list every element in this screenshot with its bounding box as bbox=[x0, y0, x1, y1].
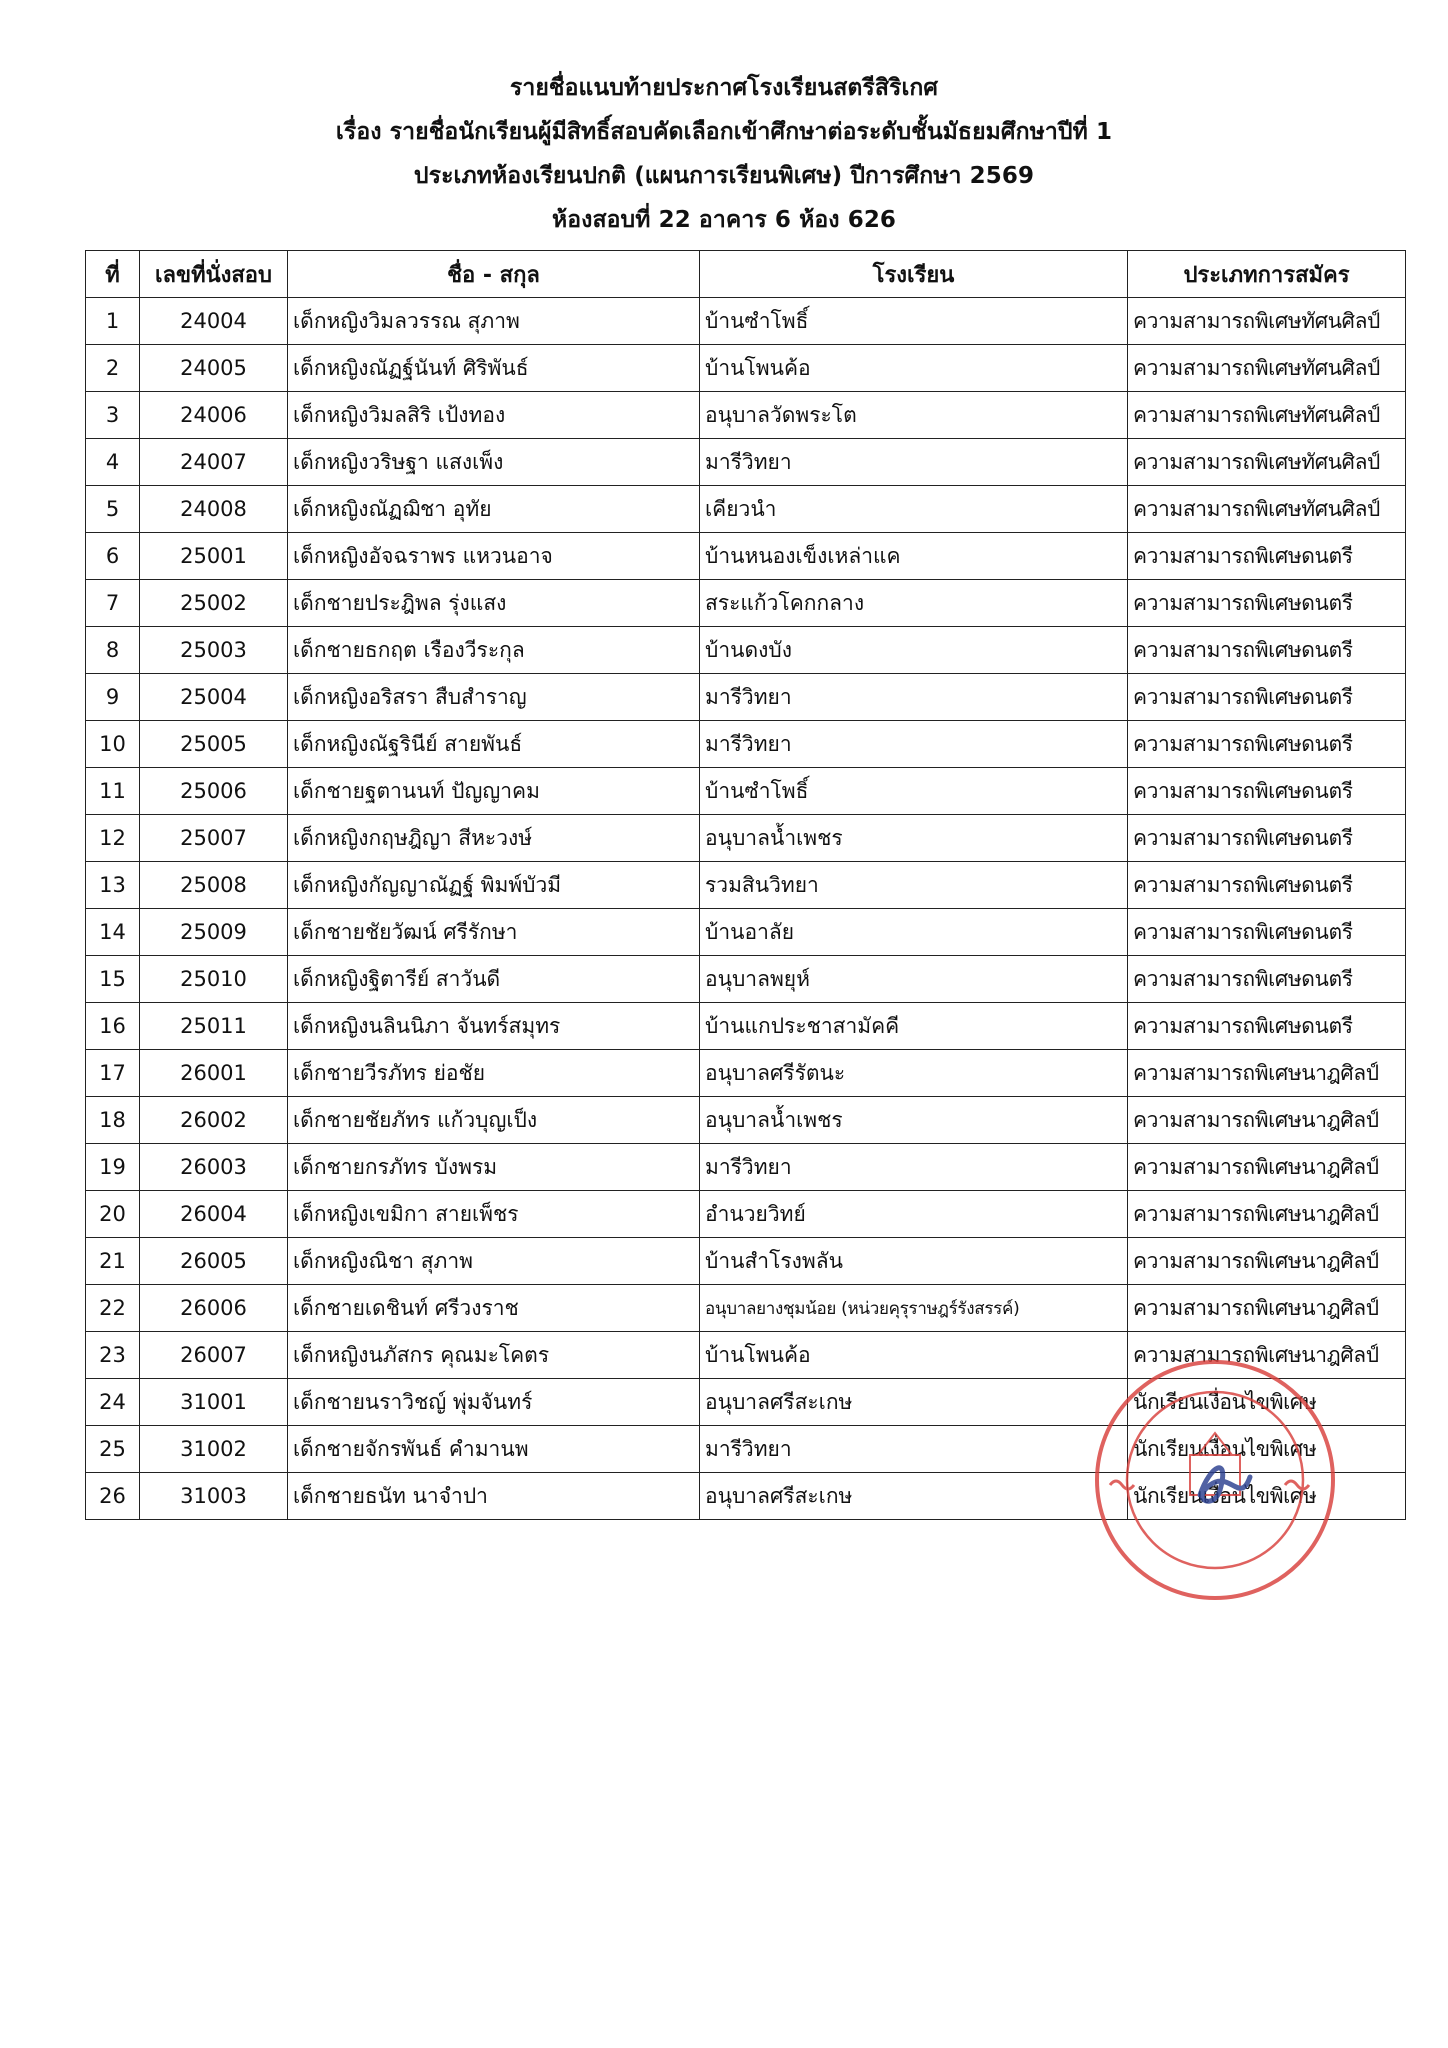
cell-school: อนุบาลยางชุมน้อย (หน่วยคุรุราษฎร์รังสรรค์) bbox=[700, 1285, 1128, 1332]
cell-type: ความสามารถพิเศษทัศนศิลป์ bbox=[1128, 439, 1406, 486]
cell-school: บ้านโพนค้อ bbox=[700, 1332, 1128, 1379]
table-row bbox=[86, 1144, 1406, 1191]
cell-school: มารีวิทยา bbox=[700, 721, 1128, 768]
cell-seat: 26001 bbox=[140, 1050, 288, 1097]
cell-no: 5 bbox=[86, 486, 140, 533]
table-row bbox=[86, 627, 1406, 674]
cell-no: 9 bbox=[86, 674, 140, 721]
cell-no: 26 bbox=[86, 1473, 140, 1520]
cell-name: เด็กหญิงวริษฐา แสงเพ็ง bbox=[288, 439, 700, 486]
cell-name: เด็กหญิงณัฏฌิชา อุทัย bbox=[288, 486, 700, 533]
cell-school: สระแก้วโคกกลาง bbox=[700, 580, 1128, 627]
cell-seat: 25003 bbox=[140, 627, 288, 674]
table-row bbox=[86, 862, 1406, 909]
column-header-school: โรงเรียน bbox=[700, 251, 1128, 298]
cell-seat: 26005 bbox=[140, 1238, 288, 1285]
cell-name: เด็กชายกรภัทร บังพรม bbox=[288, 1144, 700, 1191]
table-row bbox=[86, 439, 1406, 486]
cell-name: เด็กหญิงวิมลสิริ เป้งทอง bbox=[288, 392, 700, 439]
cell-type: ความสามารถพิเศษดนตรี bbox=[1128, 1003, 1406, 1050]
cell-seat: 25006 bbox=[140, 768, 288, 815]
table-row bbox=[86, 768, 1406, 815]
cell-name: เด็กชายวีรภัทร ย่อชัย bbox=[288, 1050, 700, 1097]
cell-school: มารีวิทยา bbox=[700, 1426, 1128, 1473]
cell-school: บ้านหนองเข็งเหล่าแค bbox=[700, 533, 1128, 580]
column-header-no: ที่ bbox=[86, 251, 140, 298]
cell-type: ความสามารถพิเศษนาฎศิลป์ bbox=[1128, 1050, 1406, 1097]
document-header bbox=[0, 66, 1448, 242]
cell-school: อนุบาลน้ำเพชร bbox=[700, 1097, 1128, 1144]
table-row bbox=[86, 1426, 1406, 1473]
cell-type: ความสามารถพิเศษทัศนศิลป์ bbox=[1128, 298, 1406, 345]
cell-name: เด็กชายเดชินท์ ศรีวงราช bbox=[288, 1285, 700, 1332]
cell-seat: 25004 bbox=[140, 674, 288, 721]
cell-seat: 26003 bbox=[140, 1144, 288, 1191]
cell-seat: 31001 bbox=[140, 1379, 288, 1426]
cell-name: เด็กชายฐตานนท์ ปัญญาคม bbox=[288, 768, 700, 815]
cell-name: เด็กหญิงณัฐรินีย์ สายพันธ์ bbox=[288, 721, 700, 768]
cell-name: เด็กชายจักรพันธ์ คำมานพ bbox=[288, 1426, 700, 1473]
table-row bbox=[86, 956, 1406, 1003]
cell-type: ความสามารถพิเศษทัศนศิลป์ bbox=[1128, 486, 1406, 533]
table-row bbox=[86, 1332, 1406, 1379]
cell-seat: 25002 bbox=[140, 580, 288, 627]
cell-school: รวมสินวิทยา bbox=[700, 862, 1128, 909]
table-row bbox=[86, 1097, 1406, 1144]
cell-school: มารีวิทยา bbox=[700, 1144, 1128, 1191]
cell-school: บ้านดงบัง bbox=[700, 627, 1128, 674]
table-row bbox=[86, 345, 1406, 392]
cell-seat: 31003 bbox=[140, 1473, 288, 1520]
cell-seat: 25008 bbox=[140, 862, 288, 909]
table-row bbox=[86, 533, 1406, 580]
cell-school: อนุบาลพยุห์ bbox=[700, 956, 1128, 1003]
table-row bbox=[86, 1473, 1406, 1520]
cell-type: นักเรียนเงื่อนไขพิเศษ bbox=[1128, 1473, 1406, 1520]
cell-school: อนุบาลศรีรัตนะ bbox=[700, 1050, 1128, 1097]
table-row bbox=[86, 580, 1406, 627]
cell-seat: 26007 bbox=[140, 1332, 288, 1379]
table-row bbox=[86, 392, 1406, 439]
cell-no: 6 bbox=[86, 533, 140, 580]
cell-no: 7 bbox=[86, 580, 140, 627]
cell-name: เด็กหญิงนภัสกร คุณมะโคตร bbox=[288, 1332, 700, 1379]
table-row bbox=[86, 1285, 1406, 1332]
cell-name: เด็กหญิงณิชา สุภาพ bbox=[288, 1238, 700, 1285]
cell-seat: 25007 bbox=[140, 815, 288, 862]
cell-type: ความสามารถพิเศษนาฎศิลป์ bbox=[1128, 1144, 1406, 1191]
table-row bbox=[86, 1050, 1406, 1097]
cell-type: ความสามารถพิเศษทัศนศิลป์ bbox=[1128, 392, 1406, 439]
cell-no: 8 bbox=[86, 627, 140, 674]
cell-no: 18 bbox=[86, 1097, 140, 1144]
header-subject: เรื่อง รายชื่อนักเรียนผู้มีสิทธิ์สอบคัดเลือกเข้าศึกษาต่อระดับชั้นมัธยมศึกษาปีที่ 1 bbox=[335, 119, 1113, 145]
cell-no: 22 bbox=[86, 1285, 140, 1332]
cell-school: บ้านโพนค้อ bbox=[700, 345, 1128, 392]
cell-type: ความสามารถพิเศษทัศนศิลป์ bbox=[1128, 345, 1406, 392]
cell-type: ความสามารถพิเศษนาฎศิลป์ bbox=[1128, 1097, 1406, 1144]
cell-type: ความสามารถพิเศษดนตรี bbox=[1128, 862, 1406, 909]
table-row bbox=[86, 1003, 1406, 1050]
cell-no: 16 bbox=[86, 1003, 140, 1050]
column-header-name: ชื่อ - สกุล bbox=[288, 251, 700, 298]
cell-school: มารีวิทยา bbox=[700, 439, 1128, 486]
cell-no: 3 bbox=[86, 392, 140, 439]
table-row bbox=[86, 674, 1406, 721]
cell-no: 24 bbox=[86, 1379, 140, 1426]
cell-school: อนุบาลศรีสะเกษ bbox=[700, 1379, 1128, 1426]
cell-no: 15 bbox=[86, 956, 140, 1003]
cell-no: 14 bbox=[86, 909, 140, 956]
cell-school: บ้านซำโพธิ์ bbox=[700, 768, 1128, 815]
cell-school: บ้านแกประชาสามัคคี bbox=[700, 1003, 1128, 1050]
cell-no: 1 bbox=[86, 298, 140, 345]
table-row bbox=[86, 486, 1406, 533]
cell-seat: 24005 bbox=[140, 345, 288, 392]
cell-name: เด็กชายนราวิชญ์ พุ่มจันทร์ bbox=[288, 1379, 700, 1426]
cell-school: บ้านสำโรงพลัน bbox=[700, 1238, 1128, 1285]
cell-type: ความสามารถพิเศษดนตรี bbox=[1128, 956, 1406, 1003]
cell-seat: 26002 bbox=[140, 1097, 288, 1144]
table-row bbox=[86, 298, 1406, 345]
cell-seat: 25011 bbox=[140, 1003, 288, 1050]
column-header-type: ประเภทการสมัคร bbox=[1128, 251, 1406, 298]
cell-seat: 25005 bbox=[140, 721, 288, 768]
cell-school: อนุบาลศรีสะเกษ bbox=[700, 1473, 1128, 1520]
table-row bbox=[86, 909, 1406, 956]
header-title: รายชื่อแนบท้ายประกาศโรงเรียนสตรีสิริเกศ bbox=[509, 75, 939, 101]
cell-seat: 24007 bbox=[140, 439, 288, 486]
cell-type: ความสามารถพิเศษนาฎศิลป์ bbox=[1128, 1285, 1406, 1332]
cell-no: 19 bbox=[86, 1144, 140, 1191]
cell-no: 25 bbox=[86, 1426, 140, 1473]
cell-name: เด็กหญิงณัฏฐ์นันท์ ศิริพันธ์ bbox=[288, 345, 700, 392]
cell-seat: 24008 bbox=[140, 486, 288, 533]
cell-name: เด็กหญิงกฤษฎิญา สีหะวงษ์ bbox=[288, 815, 700, 862]
cell-school: อนุบาลวัดพระโต bbox=[700, 392, 1128, 439]
cell-no: 21 bbox=[86, 1238, 140, 1285]
cell-no: 11 bbox=[86, 768, 140, 815]
cell-type: ความสามารถพิเศษดนตรี bbox=[1128, 533, 1406, 580]
cell-school: อำนวยวิทย์ bbox=[700, 1191, 1128, 1238]
cell-school: มารีวิทยา bbox=[700, 674, 1128, 721]
cell-type: ความสามารถพิเศษดนตรี bbox=[1128, 768, 1406, 815]
table-row bbox=[86, 1238, 1406, 1285]
cell-name: เด็กหญิงฐิตารีย์ สาวันดี bbox=[288, 956, 700, 1003]
cell-school: บ้านซำโพธิ์ bbox=[700, 298, 1128, 345]
cell-no: 2 bbox=[86, 345, 140, 392]
header-exam-room: ห้องสอบที่ 22 อาคาร 6 ห้อง 626 bbox=[551, 207, 897, 233]
cell-no: 23 bbox=[86, 1332, 140, 1379]
table-row bbox=[86, 815, 1406, 862]
table-header-row bbox=[86, 251, 1406, 298]
table-row bbox=[86, 1191, 1406, 1238]
cell-type: ความสามารถพิเศษดนตรี bbox=[1128, 721, 1406, 768]
table-row bbox=[86, 1379, 1406, 1426]
cell-no: 10 bbox=[86, 721, 140, 768]
cell-type: ความสามารถพิเศษดนตรี bbox=[1128, 909, 1406, 956]
cell-name: เด็กชายชัยภัทร แก้วบุญเป็ง bbox=[288, 1097, 700, 1144]
column-header-seat: เลขที่นั่งสอบ bbox=[140, 251, 288, 298]
cell-name: เด็กหญิงเขมิกา สายเพ็ชร bbox=[288, 1191, 700, 1238]
cell-seat: 25001 bbox=[140, 533, 288, 580]
cell-seat: 31002 bbox=[140, 1426, 288, 1473]
cell-name: เด็กชายประฎิพล รุ่งแสง bbox=[288, 580, 700, 627]
header-category: ประเภทห้องเรียนปกติ (แผนการเรียนพิเศษ) ปีการศึกษา 2569 bbox=[413, 163, 1035, 189]
cell-type: ความสามารถพิเศษนาฎศิลป์ bbox=[1128, 1332, 1406, 1379]
student-roster-table bbox=[85, 250, 1406, 1520]
cell-type: ความสามารถพิเศษดนตรี bbox=[1128, 627, 1406, 674]
cell-seat: 25009 bbox=[140, 909, 288, 956]
cell-name: เด็กหญิงกัญญาณัฏฐ์ พิมพ์บัวมี bbox=[288, 862, 700, 909]
cell-school: อนุบาลน้ำเพชร bbox=[700, 815, 1128, 862]
cell-type: ความสามารถพิเศษดนตรี bbox=[1128, 815, 1406, 862]
cell-name: เด็กชายธนัท นาจำปา bbox=[288, 1473, 700, 1520]
cell-school: บ้านอาลัย bbox=[700, 909, 1128, 956]
cell-type: ความสามารถพิเศษนาฎศิลป์ bbox=[1128, 1191, 1406, 1238]
cell-no: 17 bbox=[86, 1050, 140, 1097]
cell-type: นักเรียนเงื่อนไขพิเศษ bbox=[1128, 1379, 1406, 1426]
cell-name: เด็กหญิงนลินนิภา จันทร์สมุทร bbox=[288, 1003, 700, 1050]
cell-seat: 24004 bbox=[140, 298, 288, 345]
table-body bbox=[86, 298, 1406, 1520]
cell-seat: 24006 bbox=[140, 392, 288, 439]
cell-type: ความสามารถพิเศษดนตรี bbox=[1128, 674, 1406, 721]
cell-name: เด็กชายธกฤต เรืองวีระกุล bbox=[288, 627, 700, 674]
cell-type: นักเรียนเงื่อนไขพิเศษ bbox=[1128, 1426, 1406, 1473]
cell-no: 4 bbox=[86, 439, 140, 486]
cell-type: ความสามารถพิเศษนาฎศิลป์ bbox=[1128, 1238, 1406, 1285]
cell-seat: 26004 bbox=[140, 1191, 288, 1238]
cell-name: เด็กหญิงวิมลวรรณ สุภาพ bbox=[288, 298, 700, 345]
cell-seat: 25010 bbox=[140, 956, 288, 1003]
cell-name: เด็กหญิงอริสรา สืบสำราญ bbox=[288, 674, 700, 721]
cell-seat: 26006 bbox=[140, 1285, 288, 1332]
cell-no: 13 bbox=[86, 862, 140, 909]
cell-name: เด็กหญิงอัจฉราพร แหวนอาจ bbox=[288, 533, 700, 580]
cell-type: ความสามารถพิเศษดนตรี bbox=[1128, 580, 1406, 627]
cell-school: เคียวนำ bbox=[700, 486, 1128, 533]
cell-no: 20 bbox=[86, 1191, 140, 1238]
table-row bbox=[86, 721, 1406, 768]
cell-no: 12 bbox=[86, 815, 140, 862]
cell-name: เด็กชายชัยวัฒน์ ศรีรักษา bbox=[288, 909, 700, 956]
